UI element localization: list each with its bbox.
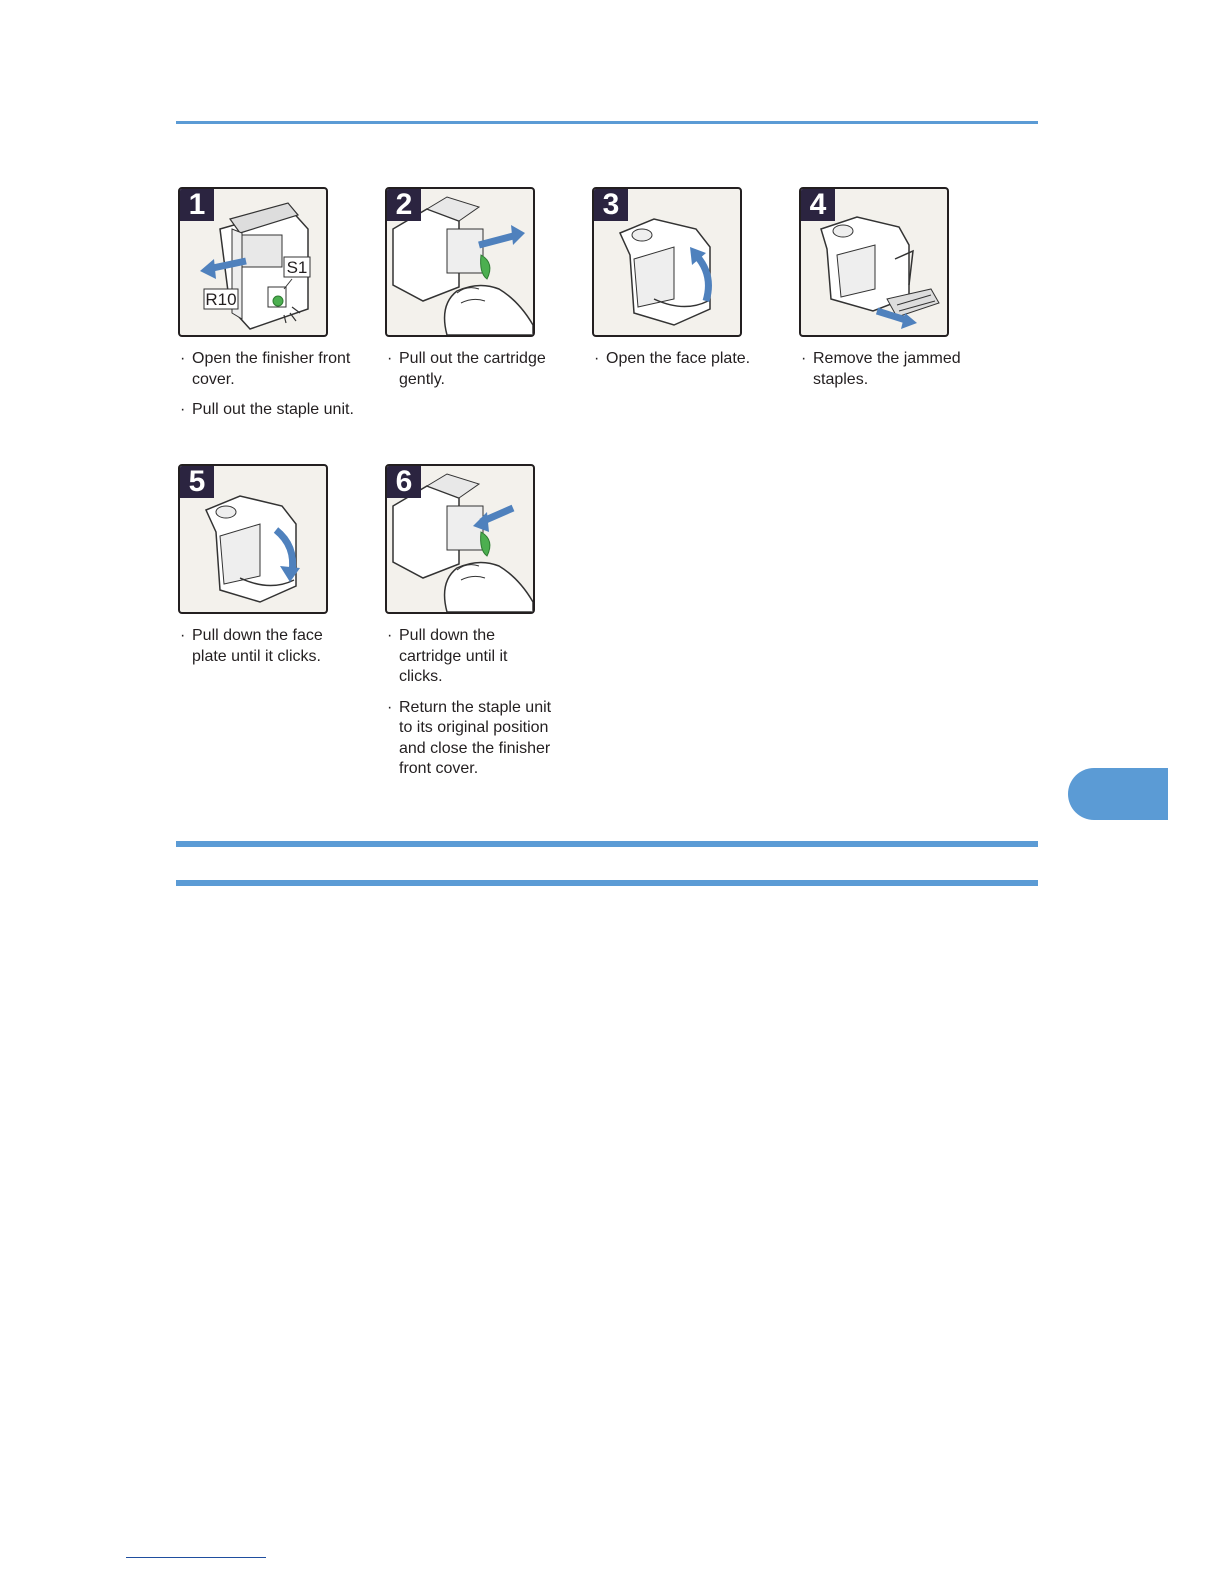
instruction: · Open the finisher front cover. bbox=[178, 349, 358, 390]
step-number: 6 bbox=[387, 466, 421, 498]
step-2 bbox=[385, 187, 565, 400]
step-6-instructions bbox=[385, 626, 555, 780]
step-6 bbox=[385, 464, 565, 790]
step-number: 2 bbox=[387, 189, 421, 221]
instruction: · Pull out the staple unit. bbox=[178, 400, 358, 421]
instruction: · Remove the jammed staples. bbox=[799, 349, 979, 390]
step-1-illustration bbox=[178, 187, 328, 337]
step-4 bbox=[799, 187, 979, 400]
step-2-illustration bbox=[385, 187, 535, 337]
step-3-instructions bbox=[592, 349, 772, 370]
instruction: · Open the face plate. bbox=[592, 349, 772, 370]
callout-r10: R10 bbox=[205, 290, 237, 309]
step-number: 1 bbox=[180, 189, 214, 221]
step-3-illustration bbox=[592, 187, 742, 337]
step-3 bbox=[592, 187, 772, 380]
section-rule bbox=[176, 880, 1038, 886]
step-4-illustration bbox=[799, 187, 949, 337]
chapter-tab bbox=[1068, 768, 1168, 820]
step-5-instructions bbox=[178, 626, 358, 667]
step-5-illustration bbox=[178, 464, 328, 614]
step-1 bbox=[178, 187, 358, 431]
section-rule bbox=[176, 841, 1038, 847]
step-2-instructions bbox=[385, 349, 565, 390]
instruction: · Pull out the cartridge gently. bbox=[385, 349, 565, 390]
instruction: · Pull down the face plate until it clicks. bbox=[178, 626, 358, 667]
instruction: · Pull down the cartridge until it clicks. bbox=[385, 626, 511, 688]
step-6-illustration bbox=[385, 464, 535, 614]
step-5 bbox=[178, 464, 358, 677]
step-number: 4 bbox=[801, 189, 835, 221]
step-1-instructions bbox=[178, 349, 358, 421]
header-rule bbox=[176, 121, 1038, 124]
instruction: · Return the staple unit to its original position and close the finisher front cover. bbox=[385, 698, 555, 780]
step-number: 5 bbox=[180, 466, 214, 498]
step-number: 3 bbox=[594, 189, 628, 221]
footer-link-underline[interactable] bbox=[126, 1557, 266, 1558]
callout-s1: S1 bbox=[286, 258, 308, 277]
step-4-instructions bbox=[799, 349, 979, 390]
